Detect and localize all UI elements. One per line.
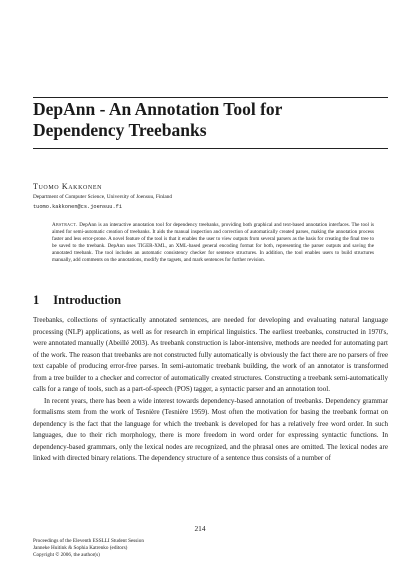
- abstract-heading: Abstract.: [52, 222, 78, 228]
- section-title: Introduction: [53, 293, 122, 307]
- top-rule: [33, 97, 388, 98]
- paragraph-2: In recent years, there has been a wide interest towards dependency-based annotation of treebanks. Dependency grammar formalisms stem from the work of Tesnière (Tesnière 1959). Most often the motivation for basing the treebank format on dependency is the fact that the language for which the treebank is developed for has a relatively free word order. In such languages, due to their rich morphology, there is more freedom in word order for expressing syntactic functions. In dependency-based grammars, only the lexical nodes are recognized, and the phrasal ones are omitted. The lexical nodes are linked with directed binary relations. The dependency structure of a sentence thus consists of a number of: [33, 396, 388, 462]
- author-email: tuomo.kakkonen@cs.joensuu.fi: [33, 204, 123, 210]
- abstract-text: DepAnn is an interactive annotation tool for dependency treebanks, providing both graphical and text-based annotation interfaces. The tool is aimed for semi-automatic creation of treebanks. It aids the manual inspection and correction of automatically created parses, making the annotation process faster and less error-prone. A novel feature of the tool is that it enables the user to view outputs from several parsers as the basis for creating the final tree to be saved to the treebank. DepAnn uses TIGER-XML, an XML-based general encoding format for both, representing the parser outputs and saving the annotated treebank. The tool includes an automatic consistency checker for sentence structures. In addition, the tool enables users to build structures manually, add comments on the annotations, modify the tagsets, and mark sentences for further revision.: [52, 222, 374, 263]
- author-affiliation: Department of Computer Science, University of Joensuu, Finland: [33, 194, 173, 200]
- footer-line-2: Janneke Huitink & Sophia Katrenko (editors): [33, 544, 128, 551]
- paragraph-1: Treebanks, collections of syntactically annotated sentences, are needed for developing and evaluating natural language processing (NLP) applications, as well as for research in empirical linguistics. The earliest treebanks, constructed in 1970's, were annotated manually (Abeillé 2003). As treebank construction is labor-intensive, methods are needed for automating part of the work. The reason that treebanks are not constructed fully automatically is obviously the fact there are no parsers of free text capable of producing error-free parses. In semi-automatic treebank building, the work of an annotator is transformed from a tree builder to a checker and corrector of automatically created structures. Constructing a treebank semi-automatically calls for a range of tools, such as a part-of-speech (POS) tagger, a syntactic parser and an annotation tool.: [33, 316, 388, 393]
- section-number: 1: [33, 293, 40, 307]
- body-text: [33, 315, 388, 465]
- title-line-2: Dependency Treebanks: [33, 120, 207, 140]
- footer-line-1: Proceedings of the Eleventh ESSLLI Student Session: [33, 538, 144, 544]
- section-heading: [33, 293, 121, 308]
- abstract: [52, 222, 374, 263]
- page-number: 214: [194, 524, 206, 533]
- author-name: Tuomo Kakkonen: [33, 182, 103, 191]
- bottom-rule: [33, 148, 388, 149]
- title-line-1: DepAnn - An Annotation Tool for: [33, 99, 283, 119]
- paper-title: [33, 99, 388, 141]
- proceedings-footer: [33, 538, 144, 558]
- footer-line-3: Copyright © 2006, the author(s): [33, 551, 100, 558]
